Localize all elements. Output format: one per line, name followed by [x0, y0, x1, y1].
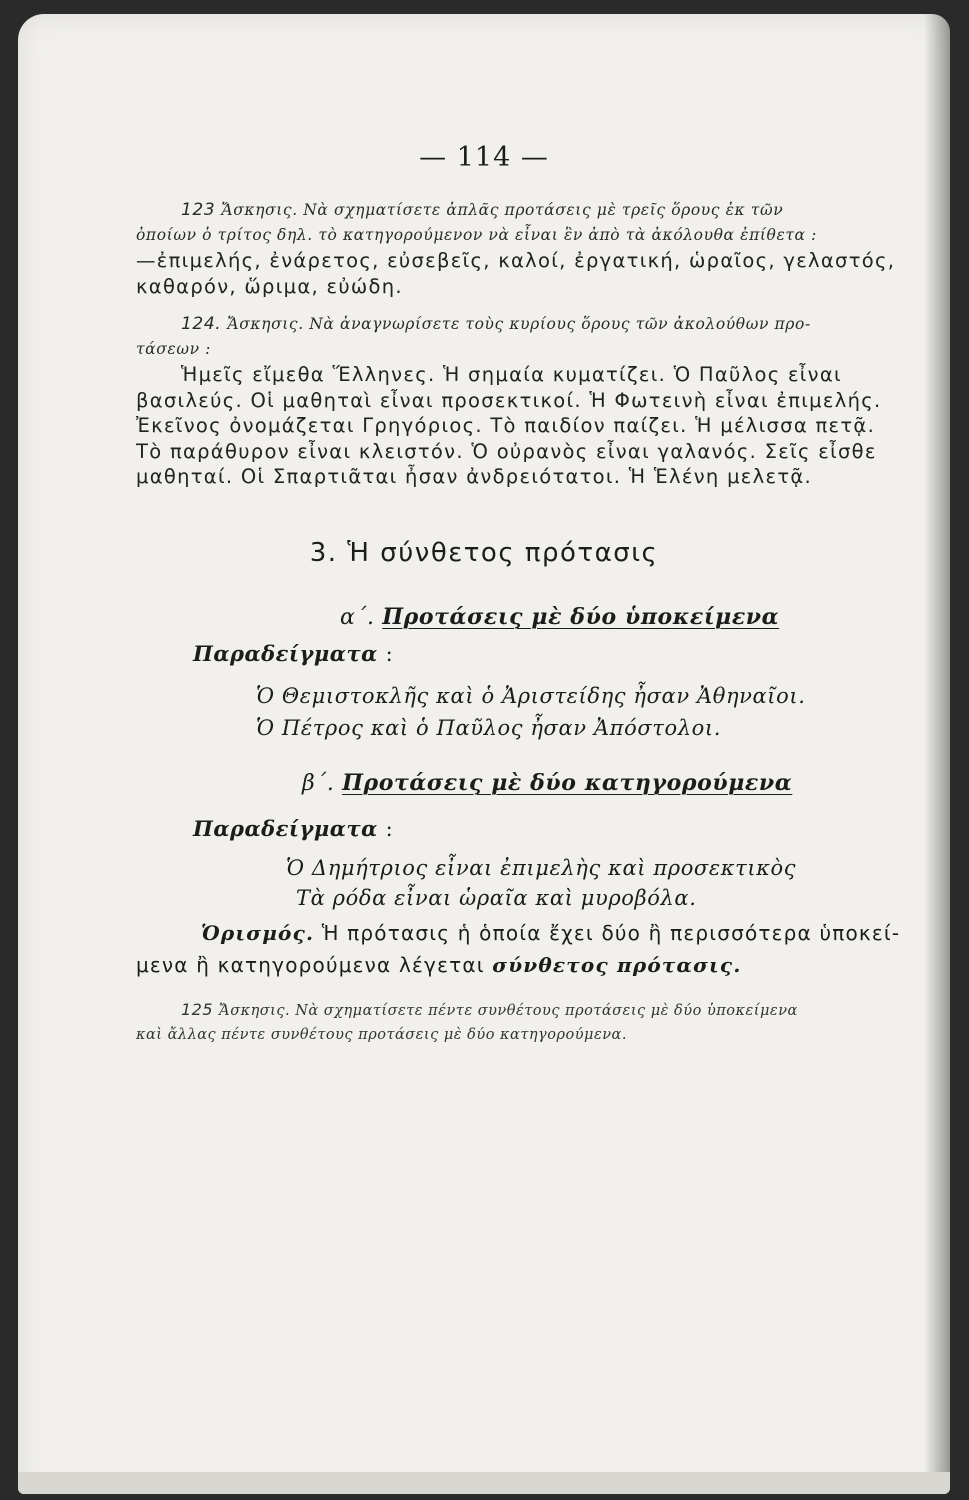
- exercise-124: [136, 312, 916, 490]
- examples-label-b: Παραδείγματα :: [193, 816, 394, 841]
- exercise-123-line-2: ὁποίων ὁ τρίτος δηλ. τὸ κατηγορούμενον νὰ εἶναι ἓν ἀπὸ τὰ ἀκόλουθα ἐπίθετα :: [136, 226, 817, 244]
- example-a-2: Ὁ Πέτρος καὶ ὁ Παῦλος ἦσαν Ἀπόστολοι.: [256, 716, 721, 740]
- exercise-123-line-1: 123 Ἄσκησις. Νὰ σχηματίσετε ἁπλᾶς προτάσεις μὲ τρεῖς ὅρους ἐκ τῶν: [181, 200, 784, 220]
- example-a-1: Ὁ Θεμιστοκλῆς καὶ ὁ Ἀριστείδης ἦσαν Ἀθηναῖοι.: [256, 684, 806, 708]
- definition-key-term: σύνθετος πρότασις.: [492, 953, 742, 977]
- exercise-124-number: 124.: [181, 314, 222, 334]
- examples-label-a: Παραδείγματα :: [193, 641, 394, 666]
- exercise-125-line-1: 125 Ἄσκησις. Νὰ σχηματίσετε πέντε συνθέτους προτάσεις μὲ δύο ὑποκείμενα: [181, 1000, 798, 1019]
- exercise-123-line-4: καθαρόν, ὥριμα, εὐώδη.: [136, 274, 403, 298]
- exercise-124-line-5: Ἐκεῖνος ὀνομάζεται Γρηγόριος. Τὸ παιδίον παίζει. Ἡ μέλισσα πετᾷ.: [136, 414, 876, 437]
- subsection-b-heading: β΄. Προτάσεις μὲ δύο κατηγορούμενα: [302, 770, 793, 796]
- example-b-1: Ὁ Δημήτριος εἶναι ἐπιμελὴς καὶ προσεκτικὸς: [286, 856, 797, 880]
- exercise-125-number: 125: [181, 1000, 214, 1019]
- example-b-2: Τὰ ρόδα εἶναι ὡραῖα καὶ μυροβόλα.: [296, 886, 697, 910]
- exercise-123: [136, 198, 916, 299]
- exercise-124-line-4: βασιλεύς. Οἱ μαθηταὶ εἶναι προσεκτικοί. Ἡ Φωτεινὴ εἶναι ἐπιμελής.: [136, 388, 882, 412]
- page-bottom-strip: [18, 1472, 950, 1494]
- definition: [136, 917, 916, 981]
- section-heading: 3. Ἡ σύνθετος πρότασις: [309, 538, 659, 568]
- page-edge-shadow: [924, 14, 950, 1494]
- definition-line-2: μενα ἢ κατηγορούμενα λέγεται σύνθετος πρότασις.: [136, 953, 742, 977]
- exercise-125: [136, 998, 916, 1047]
- page-number: — 114 —: [419, 142, 549, 173]
- exercise-124-line-2: τάσεων :: [136, 340, 211, 358]
- exercise-124-line-7: μαθηταί. Οἱ Σπαρτιᾶται ἦσαν ἀνδρειότατοι. Ἡ Ἑλένη μελετᾷ.: [136, 465, 813, 488]
- exercise-124-line-3: Ἡμεῖς εἴμεθα Ἕλληνες. Ἡ σημαία κυματίζει. Ὁ Παῦλος εἶναι: [181, 363, 842, 386]
- exercise-124-line-6: Τὸ παράθυρον εἶναι κλειστόν. Ὁ οὐρανὸς εἶναι γαλανός. Σεῖς εἶσθε: [136, 439, 877, 463]
- exercise-125-line-2: καὶ ἄλλας πέντε συνθέτους προτάσεις μὲ δύο κατηγορούμενα.: [136, 1027, 627, 1043]
- book-page: [18, 14, 950, 1494]
- exercise-123-line-3: —ἐπιμελής, ἐνάρετος, εὐσεβεῖς, καλοί, ἐργατική, ὡραῖος, γελαστός,: [136, 249, 896, 272]
- exercise-124-line-1: 124. Ἄσκησις. Νὰ ἀναγνωρίσετε τοὺς κυρίους ὅρους τῶν ἀκολούθων προ-: [181, 314, 811, 334]
- subsection-a-heading: α΄. Προτάσεις μὲ δύο ὑποκείμενα: [340, 604, 780, 630]
- definition-line-1: Ὁρισμός. Ἡ πρότασις ἡ ὁποία ἔχει δύο ἢ περισσότερα ὑποκεί-: [201, 921, 901, 945]
- definition-term: Ὁρισμός.: [201, 921, 315, 945]
- exercise-123-number: 123: [181, 200, 216, 220]
